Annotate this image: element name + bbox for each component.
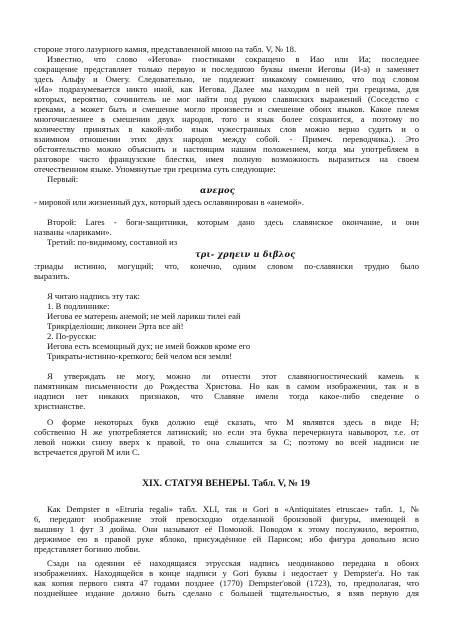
- text-line: «Иа» подразумевается никто иной, как Иегова. Далее мы находим в ней три грецизма, для: [34, 84, 419, 94]
- text-line: надписи нет никаких признаков, что Славяне имели тогда какое-либо сведение о: [34, 391, 419, 401]
- text-line: названы «лариками».: [34, 227, 112, 237]
- text-line: Я утверждать не могу, можно ли отнести этот славяногностический камень к: [47, 371, 419, 381]
- text-line: обстоятельство можно объяснить и настоящим нашим положением, когда мы употребляем в: [34, 144, 419, 154]
- translation-line: Иегова есть всемощный дух; не имей божков кроме его: [47, 341, 251, 351]
- text-line: стороне этого лазурного камня, представленной мною на табл. V, № 18.: [34, 44, 297, 54]
- text-line: памятникам письменности до Рождества Христова. Но как в самом изображении, так и в: [34, 381, 419, 391]
- text-line: Третий: по-видимому, составной из: [47, 237, 178, 247]
- greek-word-anemos: ανεμος: [200, 185, 236, 195]
- section-heading: XIX. СТАТУЯ ВЕНЕРЫ. Табл. V, № 19: [142, 478, 310, 489]
- text-line: Я читаю надпись эту так:: [47, 291, 140, 301]
- text-line: изображениях. Находящейся в конце надписи у Gori буквы і недостает у Dempster'а. Но так: [34, 568, 419, 578]
- text-line: количеству принятых в какой-либо язык чужестранных слов можно верно судить и о: [34, 124, 419, 134]
- text-line: вышину 1 фут 3 дюйма. Они называют её Помоной. Поводом к этому послужило, вероятно,: [34, 524, 419, 534]
- text-line: разговоре часто французские блестки, имея полную возможность выразиться на своем: [34, 154, 419, 164]
- text-line: встречается другой М или С.: [34, 447, 140, 457]
- text-line: как копия первого снята 47 годами позднее (1770) Dempster'овой (1723), то, предполагая, что: [34, 578, 419, 588]
- text-line: Известно, что слово «Иегова» гностиками сокращено в Иао или Иа; последнее: [47, 54, 419, 64]
- text-line: Как Dempster в «Etruria regali» табл. XLI, так и Gori в «Antiquitates etruscae» табл. 1, №: [47, 504, 419, 514]
- text-line: взаимном отношении этих двух народов между собой. - Примеч. переводчика.). Это: [34, 134, 419, 144]
- text-line: левой ножки снизу вверх к правой, то она слышится за С; поэтому во всей надписи не: [34, 437, 419, 447]
- text-line: 6, передают изображение этой превосходно отделанной бронзовой фигуры, имеющей в: [34, 514, 419, 524]
- text-line: Сзади на одеянии её находящаяся этрусская надпись неодинаково передана в обоих: [47, 558, 419, 568]
- text-line: которых, вероятно, сочинитель не мог найти под рукою славянских выражений (Соседство с: [34, 94, 419, 104]
- text-line: О форме некоторых букв должно ещё сказать, что М являвтся здесь в виде Н;: [47, 417, 419, 427]
- text-line: Первый:: [47, 174, 79, 184]
- text-line: держимое ею в правой руке яблоко, присуждённое ей Парисом; ибо фигура довольно ясно: [34, 534, 419, 544]
- inscription-line: Трикріделіоши; ликонеи Эрта все ай!: [47, 321, 184, 331]
- text-line: собственно Н же употребляется латинский; но если эта буква перечеркнута навыворот, т.е. от: [34, 427, 419, 437]
- text-line: христианстве.: [34, 401, 86, 411]
- text-line: здесь Альфу и Омегу. Следовательно, не подлежит никакому сомнению, что под словом: [34, 74, 419, 84]
- text-line: греками, а может быть и смешение могло произвести и смешение обоих языков. Какое племя: [34, 104, 419, 114]
- text-line: представляет богиню любви.: [34, 544, 141, 554]
- text-line: многочисленнее в смешении двух народов, того и язык более сохранится, а поэтому по: [34, 114, 419, 124]
- text-line: сокращение представляет только первую и последнюю буквы имени Иеговы (И-а) и заменяет: [34, 64, 419, 74]
- inscription-line: Иегова ее матерень анемой; не мей ларикш тилеі еай: [47, 311, 241, 321]
- text-line: 1. В подлиннике:: [47, 301, 110, 311]
- text-line: выразить.: [34, 271, 70, 281]
- text-line: 2. По-русски:: [47, 331, 97, 341]
- greek-word-composite: τρι- χρηειν и διβλος: [195, 249, 296, 259]
- text-line: :триады истинно, могущий; что, конечно, одним словом по-славянски трудно было: [34, 261, 419, 271]
- text-line: - мировой или жизненный дух, который здесь ославянирован в «анемой».: [34, 197, 304, 207]
- text-line: позднейшее издание должно быть сделано с большей тщательностью, я взяв первую для: [34, 588, 419, 598]
- translation-line: Трикраты-истинно-крепкого; бей челом вся земля!: [47, 351, 233, 361]
- text-line: Второй: Lares - боги-защитники, которым дано здесь славянское окончание, и они: [47, 217, 419, 227]
- text-line: отечественном языке. Упомянутые три грецизма суть следующие:: [34, 164, 276, 174]
